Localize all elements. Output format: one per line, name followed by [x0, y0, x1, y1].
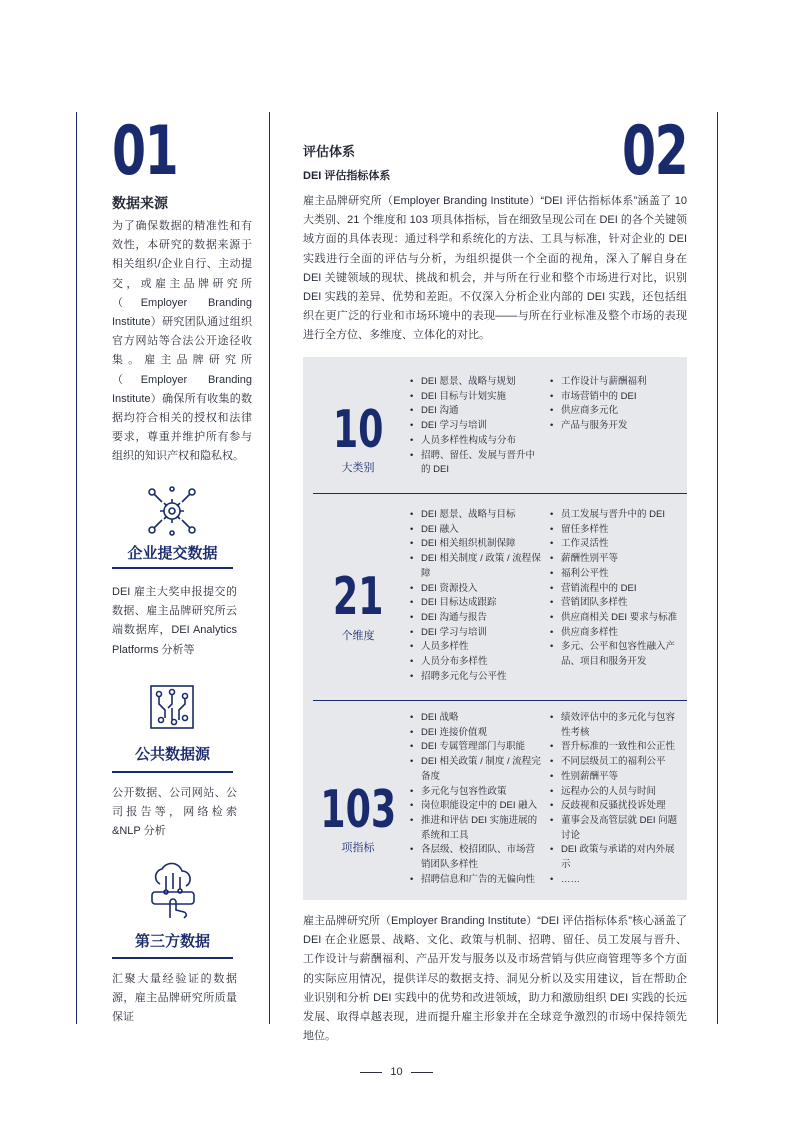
- indicator-item: • DEI 政策与承诺的对内外展示: [550, 843, 681, 872]
- indicator-item: • 人员多样性: [410, 640, 541, 655]
- indicator-item: • 供应商多元化: [550, 404, 681, 419]
- indicator-item: • DEI 相关组织机制保障: [410, 537, 541, 552]
- indicator-panel: [303, 357, 687, 900]
- source-underline: [112, 771, 233, 773]
- indicator-item: • 各层级、校招团队、市场营销团队多样性: [410, 843, 541, 872]
- data-source-heading: 数据来源: [112, 195, 168, 211]
- indicator-item: • 薪酬性别平等: [550, 552, 681, 567]
- indicator-block-categories: [303, 357, 687, 493]
- indicator-item: • 多元化与包容性政策: [410, 785, 541, 800]
- indicator-item: • 市场营销中的 DEI: [550, 390, 681, 405]
- indicator-item: • 绩效评估中的多元化与包容性考核: [550, 711, 681, 740]
- indicator-item: • DEI 资源投入: [410, 582, 541, 597]
- indicator-item: • DEI 融入: [410, 523, 541, 538]
- indicator-item: • DEI 目标与计划实施: [410, 390, 541, 405]
- indicator-item: • DEI 愿景、战略与规划: [410, 375, 541, 390]
- indicator-item: • 招聘、留任、发展与晋升中的 DEI: [410, 449, 541, 478]
- indicator-item: • DEI 沟通: [410, 404, 541, 419]
- indicator-item: • DEI 相关政策 / 制度 / 流程完备度: [410, 755, 541, 784]
- cloud-hand-icon: [146, 862, 200, 920]
- indicator-item: • 供应商相关 DEI 要求与标准: [550, 611, 681, 626]
- source-title-company: 企业提交数据: [127, 545, 218, 562]
- indicator-item: • 工作设计与薪酬福利: [550, 375, 681, 390]
- source-underline: [112, 957, 233, 959]
- indicator-item: • DEI 学习与培训: [410, 626, 541, 641]
- source-desc-thirdparty: 汇聚大量经验证的数据源，雇主品牌研究所质量保证: [112, 973, 237, 1024]
- evaluation-subheading: DEI 评估指标体系: [303, 170, 391, 182]
- indicator-item: • ……: [550, 873, 681, 888]
- indicator-item: • 招聘多元化与公平性: [410, 670, 541, 685]
- indicator-item: • 晋升标准的一致性和公正性: [550, 740, 681, 755]
- left-margin-rule: [76, 112, 77, 1024]
- evaluation-outro: 雇主品牌研究所（Employer Branding Institute）“DEI 评估指标体系”核心涵盖了 DEI 在企业愿景、战略、文化、政策与机制、招聘、留任、员工发展与晋升、工作设计与薪酬福利、产品开发与服务以及市场营销与供应商管理等多个方面的实际应用情况，提供详尽的数据支持、洞见分析以及实用建议，旨在帮助企业识别和分析 DEI 实践中的优势和改进领域，助力和激励组织 DEI 实践的长远发展、取得卓越表现，进而提升雇主形象并在全球竞争激烈的市场中保持领先地位。: [303, 915, 687, 1043]
- indicator-item: • 工作灵活性: [550, 537, 681, 552]
- indicator-item: • 营销流程中的 DEI: [550, 582, 681, 597]
- indicator-item: • 人员分布多样性: [410, 655, 541, 670]
- section-number-02: 02: [622, 112, 688, 191]
- indicator-item: • DEI 专属管理部门与职能: [410, 740, 541, 755]
- page-number: 10: [390, 1066, 403, 1078]
- indicators-count: 103: [320, 780, 396, 840]
- source-desc-company: DEI 雇主大奖申报提交的数据、雇主品牌研究所云端数据库，DEI Analytics Platforms 分析等: [112, 586, 237, 656]
- indicator-item: • 员工发展与晋升中的 DEI: [550, 508, 681, 523]
- indicator-item: • 人员多样性构成与分布: [410, 434, 541, 449]
- indicator-item: • 董事会及高管层就 DEI 问题讨论: [550, 814, 681, 843]
- indicator-item: • 岗位职能设定中的 DEI 融入: [410, 799, 541, 814]
- indicator-item: • 多元、公平和包容性融入产品、项目和服务开发: [550, 640, 681, 669]
- data-source-intro: 为了确保数据的精准性和有效性，本研究的数据来源于相关组织/企业自行、主动提交，或雇主品牌研究所（Employer Branding Institute）研究团队通过组织官方网站等合法公开途径收集。雇主品牌研究所（Employer Branding Institute）确保所有收集的数据均符合相关的授权和法律要求，尊重并维护所有参与组织的知识产权和隐私权。: [112, 220, 252, 463]
- source-underline: [112, 567, 233, 569]
- indicator-item: • DEI 战略: [410, 711, 541, 726]
- indicator-item: • 营销团队多样性: [550, 596, 681, 611]
- indicator-item: • 供应商多样性: [550, 626, 681, 641]
- footer-dash: [360, 1072, 382, 1073]
- dimensions-list-2: [550, 508, 681, 670]
- indicator-block-indicators: [303, 701, 687, 900]
- indicator-item: • DEI 连接价值观: [410, 726, 541, 741]
- categories-label: 大类别: [341, 462, 375, 474]
- categories-count: 10: [332, 400, 384, 460]
- indicator-item: • 留任多样性: [550, 523, 681, 538]
- indicator-item: • 不同层级员工的福利公平: [550, 755, 681, 770]
- right-margin-rule: [717, 112, 718, 1024]
- indicator-item: • DEI 学习与培训: [410, 419, 541, 434]
- circuit-board-icon: [149, 684, 195, 730]
- dimensions-label: 个维度: [341, 630, 375, 642]
- indicators-list-2: [550, 711, 681, 887]
- indicator-item: • 性别薪酬平等: [550, 770, 681, 785]
- evaluation-heading: 评估体系: [303, 144, 356, 159]
- dimensions-count: 21: [332, 567, 384, 627]
- evaluation-intro: 雇主品牌研究所（Employer Branding Institute）“DEI 评估指标体系”涵盖了 10 大类别、21 个维度和 103 项具体指标，旨在细致呈现公司在 DEI 的各个关键领域方面的具体表现：通过科学和系统化的方法、工具与标准，针对企业的 DEI 实践进行全面的评估与分析，为组织提供一个全面的视角，深入了解自身在 DEI 关键领域的现状、挑战和机会，并与所在行业和整个市场进行对比，识别 DEI 实践的差异、优势和差距。不仅深入分析企业内部的 DEI 实践，还包括组织在更广泛的行业和市场环境中的表现——与所在行业标准及整个市场的表现进行全方位、多维度、立体化的对比。: [303, 195, 687, 342]
- indicator-item: • DEI 愿景、战略与目标: [410, 508, 541, 523]
- source-title-thirdparty: 第三方数据: [134, 933, 210, 950]
- source-desc-public: 公开数据、公司网站、公司报告等，网络检索 &NLP 分析: [112, 787, 237, 838]
- section-number-01: 01: [112, 112, 178, 191]
- indicator-item: • 招聘信息和广告的无偏向性: [410, 873, 541, 888]
- footer-dash: [411, 1072, 433, 1073]
- center-rule: [269, 112, 270, 1024]
- categories-list-1: [410, 375, 541, 478]
- indicator-item: • DEI 相关制度 / 政策 / 流程保障: [410, 552, 541, 581]
- indicators-label: 项指标: [341, 842, 375, 854]
- indicator-item: • 福利公平性: [550, 567, 681, 582]
- source-title-public: 公共数据源: [134, 746, 210, 763]
- indicator-item: • 推进和评估 DEI 实施进展的系统和工具: [410, 814, 541, 843]
- page-footer: [0, 1066, 793, 1078]
- gear-network-icon: [146, 486, 198, 536]
- indicators-list-1: [410, 711, 541, 887]
- indicator-item: • 反歧视和反骚扰投诉处理: [550, 799, 681, 814]
- indicator-item: • 产品与服务开发: [550, 419, 681, 434]
- indicator-item: • DEI 沟通与报告: [410, 611, 541, 626]
- indicator-block-dimensions: [303, 494, 687, 700]
- indicator-item: • 远程办公的人员与时间: [550, 785, 681, 800]
- dimensions-list-1: [410, 508, 541, 684]
- categories-list-2: [550, 375, 681, 434]
- indicator-item: • DEI 目标达成跟踪: [410, 596, 541, 611]
